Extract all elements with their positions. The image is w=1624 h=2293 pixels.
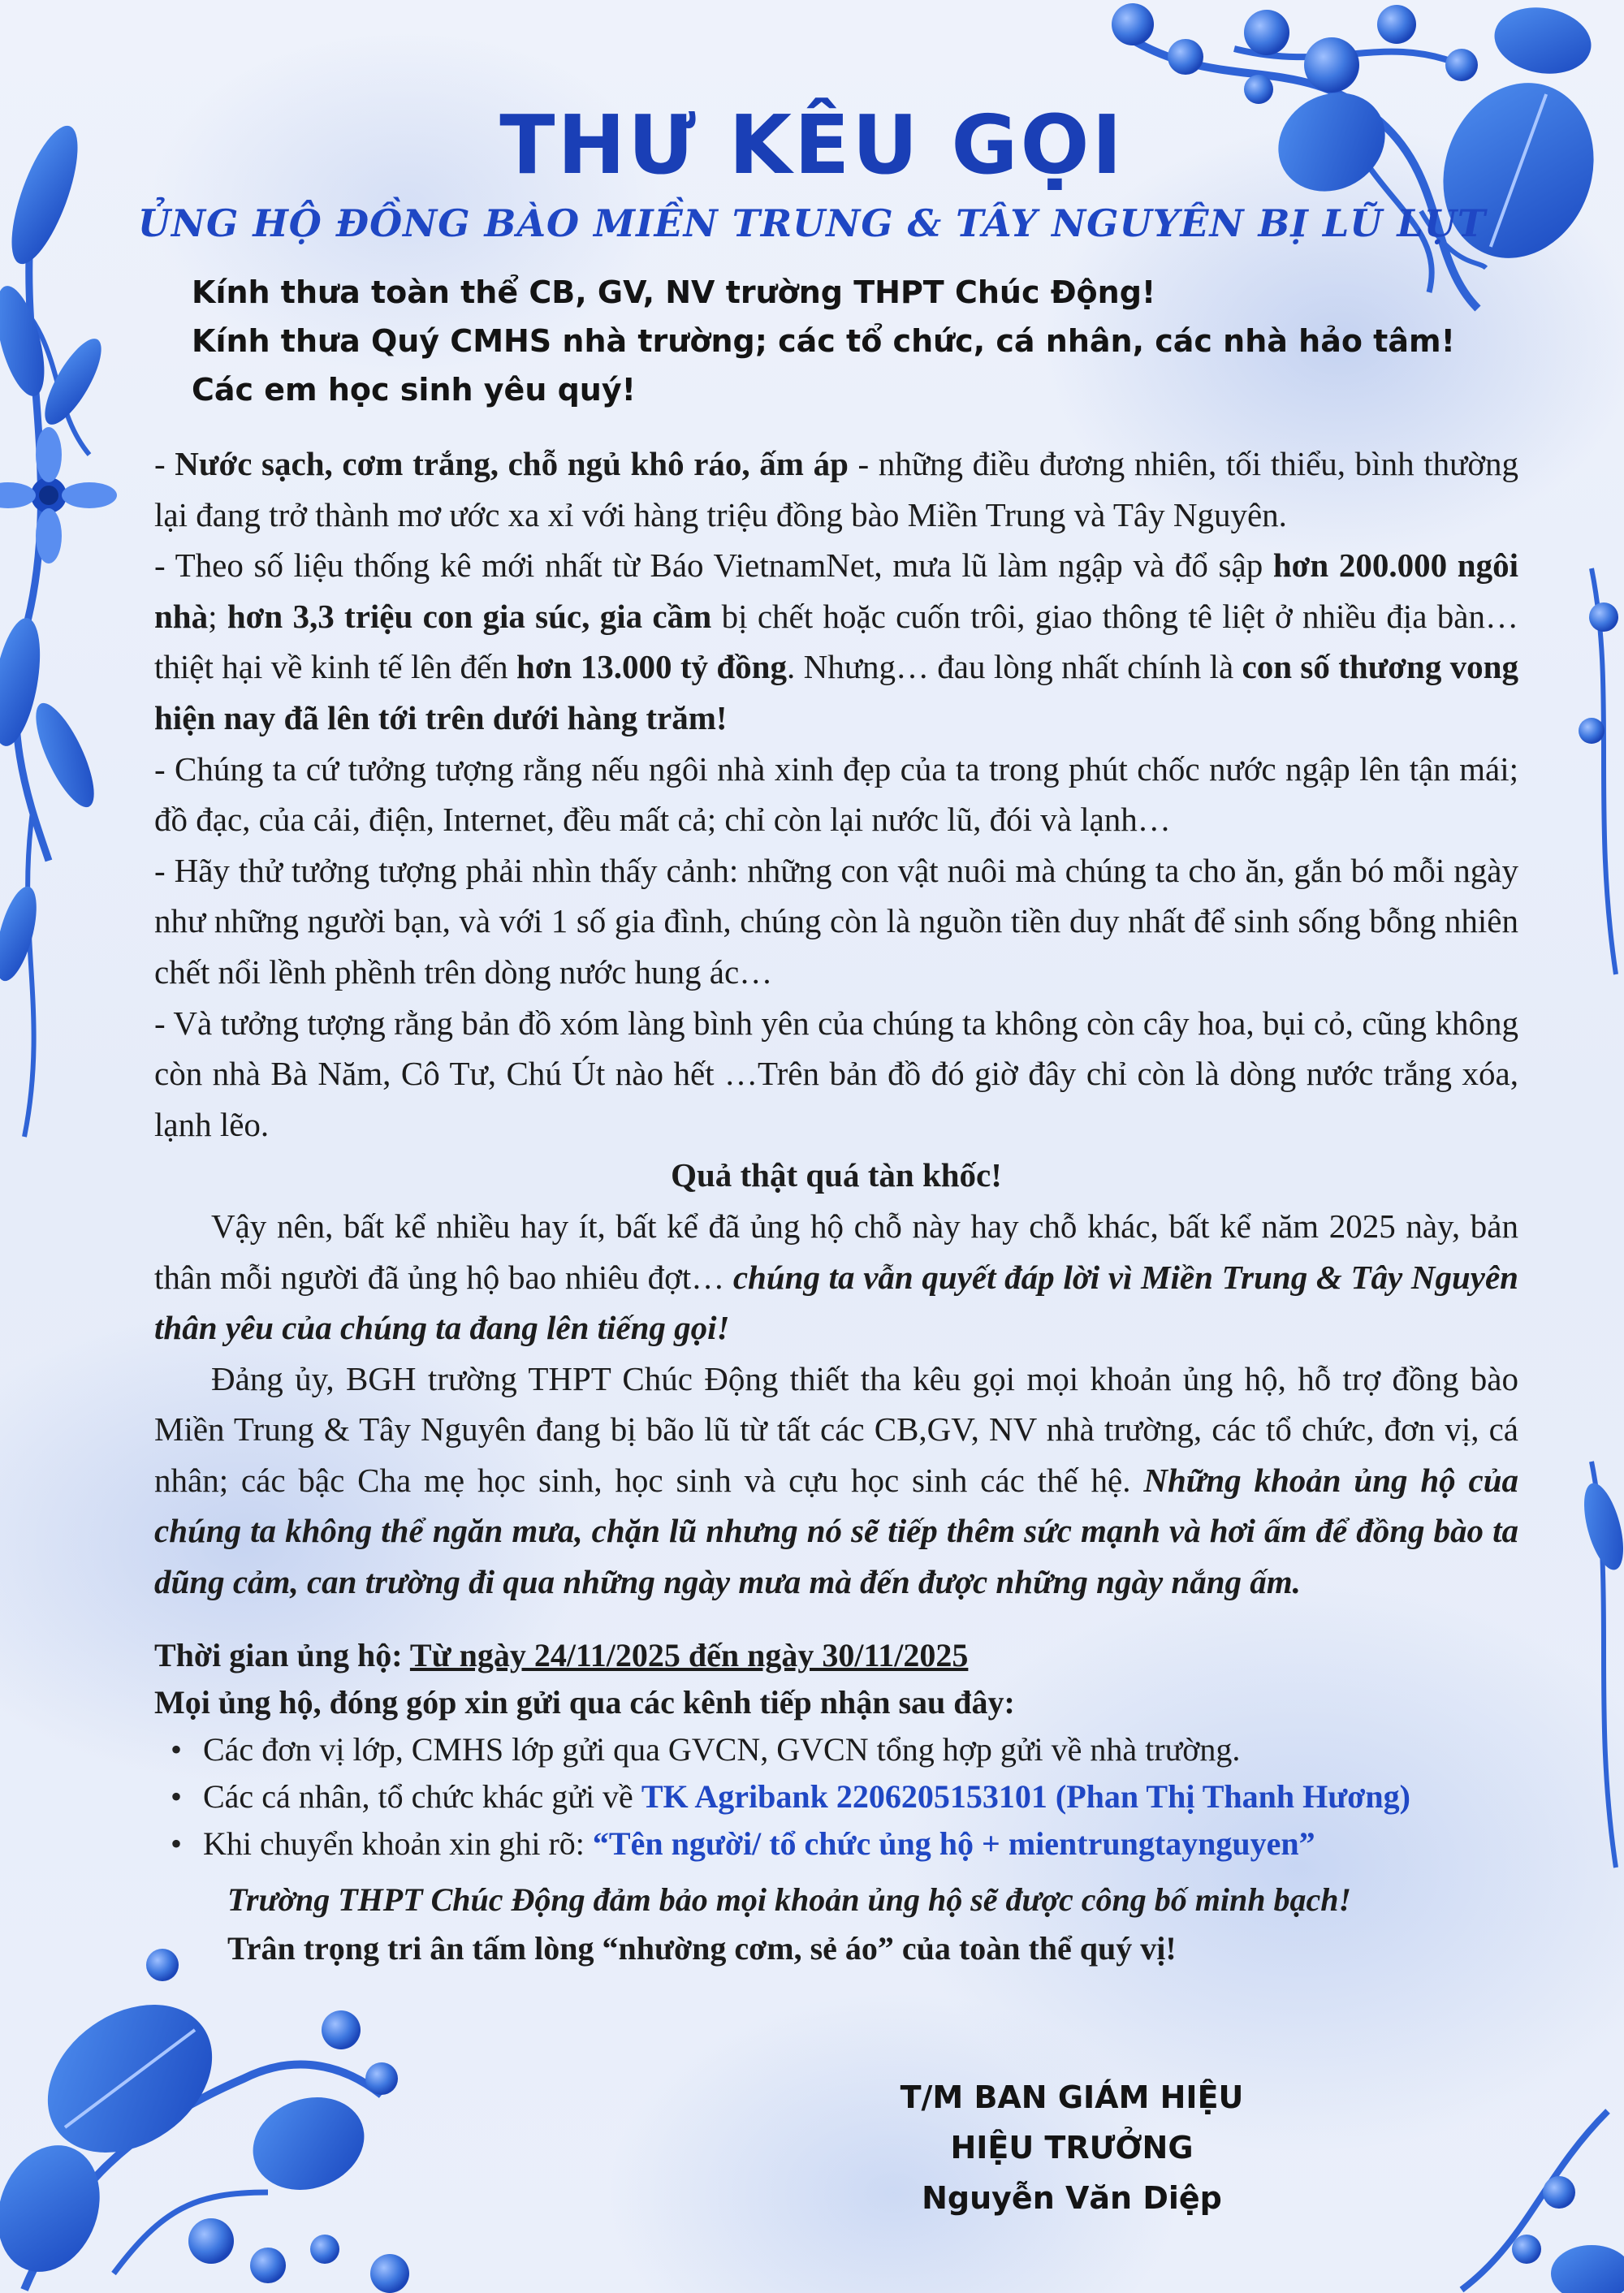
bold-italic-text: chúng ta vẫn quyết đáp lời vì Miền Trung & Tây Nguyên thân yêu của chúng ta đang lên tiếng gọi! [154,1258,1518,1347]
body-paragraph [154,1354,1518,1608]
text-run: bị chết hoặc cuốn trôi, giao thông tê liệt ở nhiều địa bàn… thiệt hại về kinh tế lên đến [154,597,1518,686]
body-paragraph: - Chúng ta cứ tưởng tượng rằng nếu ngôi nhà xinh đẹp của ta trong phút chốc nước ngập lên tận mái; đồ đạc, của cải, điện, Internet, đều mất cả; chỉ còn lại nước lũ, đói và lạnh… [154,749,1518,839]
bold-text: hơn 3,3 triệu con gia súc, gia cầm [227,597,712,635]
bold-text: hơn 13.000 tỷ đồng [516,648,787,686]
channels-label-text: Mọi ủng hộ, đóng góp xin gửi qua các kênh tiếp nhận sau đây: [154,1684,1015,1721]
body-paragraph [154,540,1518,743]
greeting-line: Kính thưa Quý CMHS nhà trường; các tổ chức, cá nhân, các nhà hảo tâm! [192,323,1455,359]
text-run: - Theo số liệu thống kê mới nhất từ Báo VietnamNet, mưa lũ làm ngập và đổ sập [154,546,1273,585]
signature-block [844,2072,1299,2223]
body-paragraph: - Và tưởng tượng rằng bản đồ xóm làng bình yên của chúng ta không còn cây hoa, bụi cỏ, cũng không còn nhà Bà Năm, Cô Tư, Chú Út nào hết …Trên bản đồ đó giờ đây chỉ còn là dòng nước trắng xóa, lạnh lẽo. [154,1004,1518,1143]
text-run: ; [208,597,227,635]
signature-role: HIỆU TRƯỞNG [950,2130,1194,2166]
greeting-block [192,268,1455,414]
letter-title: THƯ KÊU GỌI [499,97,1125,192]
text-run: - những điều đương nhiên, tối thiểu, bình thường lại đang trở thành mơ ước xa xỉ với hàng triệu đồng bào Miền Trung và Tây Nguyên. [154,445,1518,533]
text-run: Đảng ủy, BGH trường THPT Chúc Động thiết tha kêu gọi mọi khoản ủng hộ, hỗ trợ đồng bào Miền Trung & Tây Nguyên đang bị bão lũ từ tất các CB,GV, NV nhà trường, các tổ chức, đơn vị, cá nhân; các bậc Cha mẹ học sinh, học sinh và cựu học sinh các thế hệ. [154,1359,1518,1499]
greeting-line: Kính thưa toàn thể CB, GV, NV trường THPT Chúc Động! [192,274,1156,310]
body-paragraph [154,438,1518,540]
support-info [154,1632,1551,1868]
list-item [203,1726,1551,1773]
text-run: - [154,445,175,482]
body-paragraph [154,1201,1518,1354]
letter-subtitle: ỦNG HỘ ĐỒNG BÀO MIỀN TRUNG & TÂY NGUYÊN BỊ LŨ LỤT [137,201,1487,245]
exclamation-line: Quả thật quá tàn khốc! [671,1156,1002,1194]
greeting-line: Các em học sinh yêu quý! [192,372,636,408]
transfer-note: “Tên người/ tổ chức ủng hộ + mientrungtaynguyen” [592,1825,1315,1862]
body-paragraph: - Hãy thử tưởng tượng phải nhìn thấy cảnh: những con vật nuôi mà chúng ta cho ăn, gắn bó mỗi ngày như những người bạn, và với 1 số gia đình, chúng còn là nguồn tiền duy nhất để sinh sống bỗng nhiên chết nổi lềnh phềnh trên dòng nước hung ác… [154,851,1518,991]
bold-text: con số thương vong hiện nay đã lên tới trên dưới hàng trăm! [154,648,1518,736]
closing-block [227,1876,1592,1973]
support-time-label: Thời gian ủng hộ: [154,1637,410,1673]
list-item [203,1773,1551,1820]
closing-line: Trường THPT Chúc Động đảm bảo mọi khoản ủng hộ sẽ được công bố minh bạch! [227,1881,1352,1918]
support-time-value: Từ ngày 24/11/2025 đến ngày 30/11/2025 [409,1637,969,1673]
list-item [203,1820,1551,1868]
text-run: Vậy nên, bất kể nhiều hay ít, bất kể đã ủng hộ chỗ này hay chỗ khác, bất kể năm 2025 này, bản thân mỗi người đã ủng hộ bao nhiêu đợt… [154,1207,1518,1296]
bank-account: TK Agribank 2206205153101 (Phan Thị Thanh Hương) [641,1778,1410,1815]
closing-line: Trân trọng tri ân tấm lòng “nhường cơm, sẻ áo” của toàn thể quý vị! [227,1930,1177,1967]
signature-name: Nguyễn Văn Diệp [922,2180,1222,2216]
bold-text: Nước sạch, cơm trắng, chỗ ngủ khô ráo, ấm áp [175,445,849,482]
letter-body [154,438,1518,1608]
text-run: Các cá nhân, tổ chức khác gửi về [203,1778,641,1815]
support-channels-label [154,1679,1551,1726]
bold-text: hơn 200.000 ngôi nhà [154,546,1518,635]
text-run: Các đơn vị lớp, CMHS lớp gửi qua GVCN, GVCN tổng hợp gửi về nhà trường. [203,1731,1241,1768]
support-time [154,1632,1551,1679]
bold-italic-text: Những khoản ủng hộ của chúng ta không thể ngăn mưa, chặn lũ nhưng nó sẽ tiếp thêm sức mạnh và hơi ấm để đồng bào ta dũng cảm, can trường đi qua những ngày mưa mà đến được những ngày nắng ấm. [154,1461,1519,1601]
text-run: . Nhưng… đau lòng nhất chính là [786,648,1242,686]
signature-title: T/M BAN GIÁM HIỆU [900,2079,1244,2115]
support-channel-list [154,1726,1551,1868]
text-run: Khi chuyển khoản xin ghi rõ: [203,1825,593,1862]
